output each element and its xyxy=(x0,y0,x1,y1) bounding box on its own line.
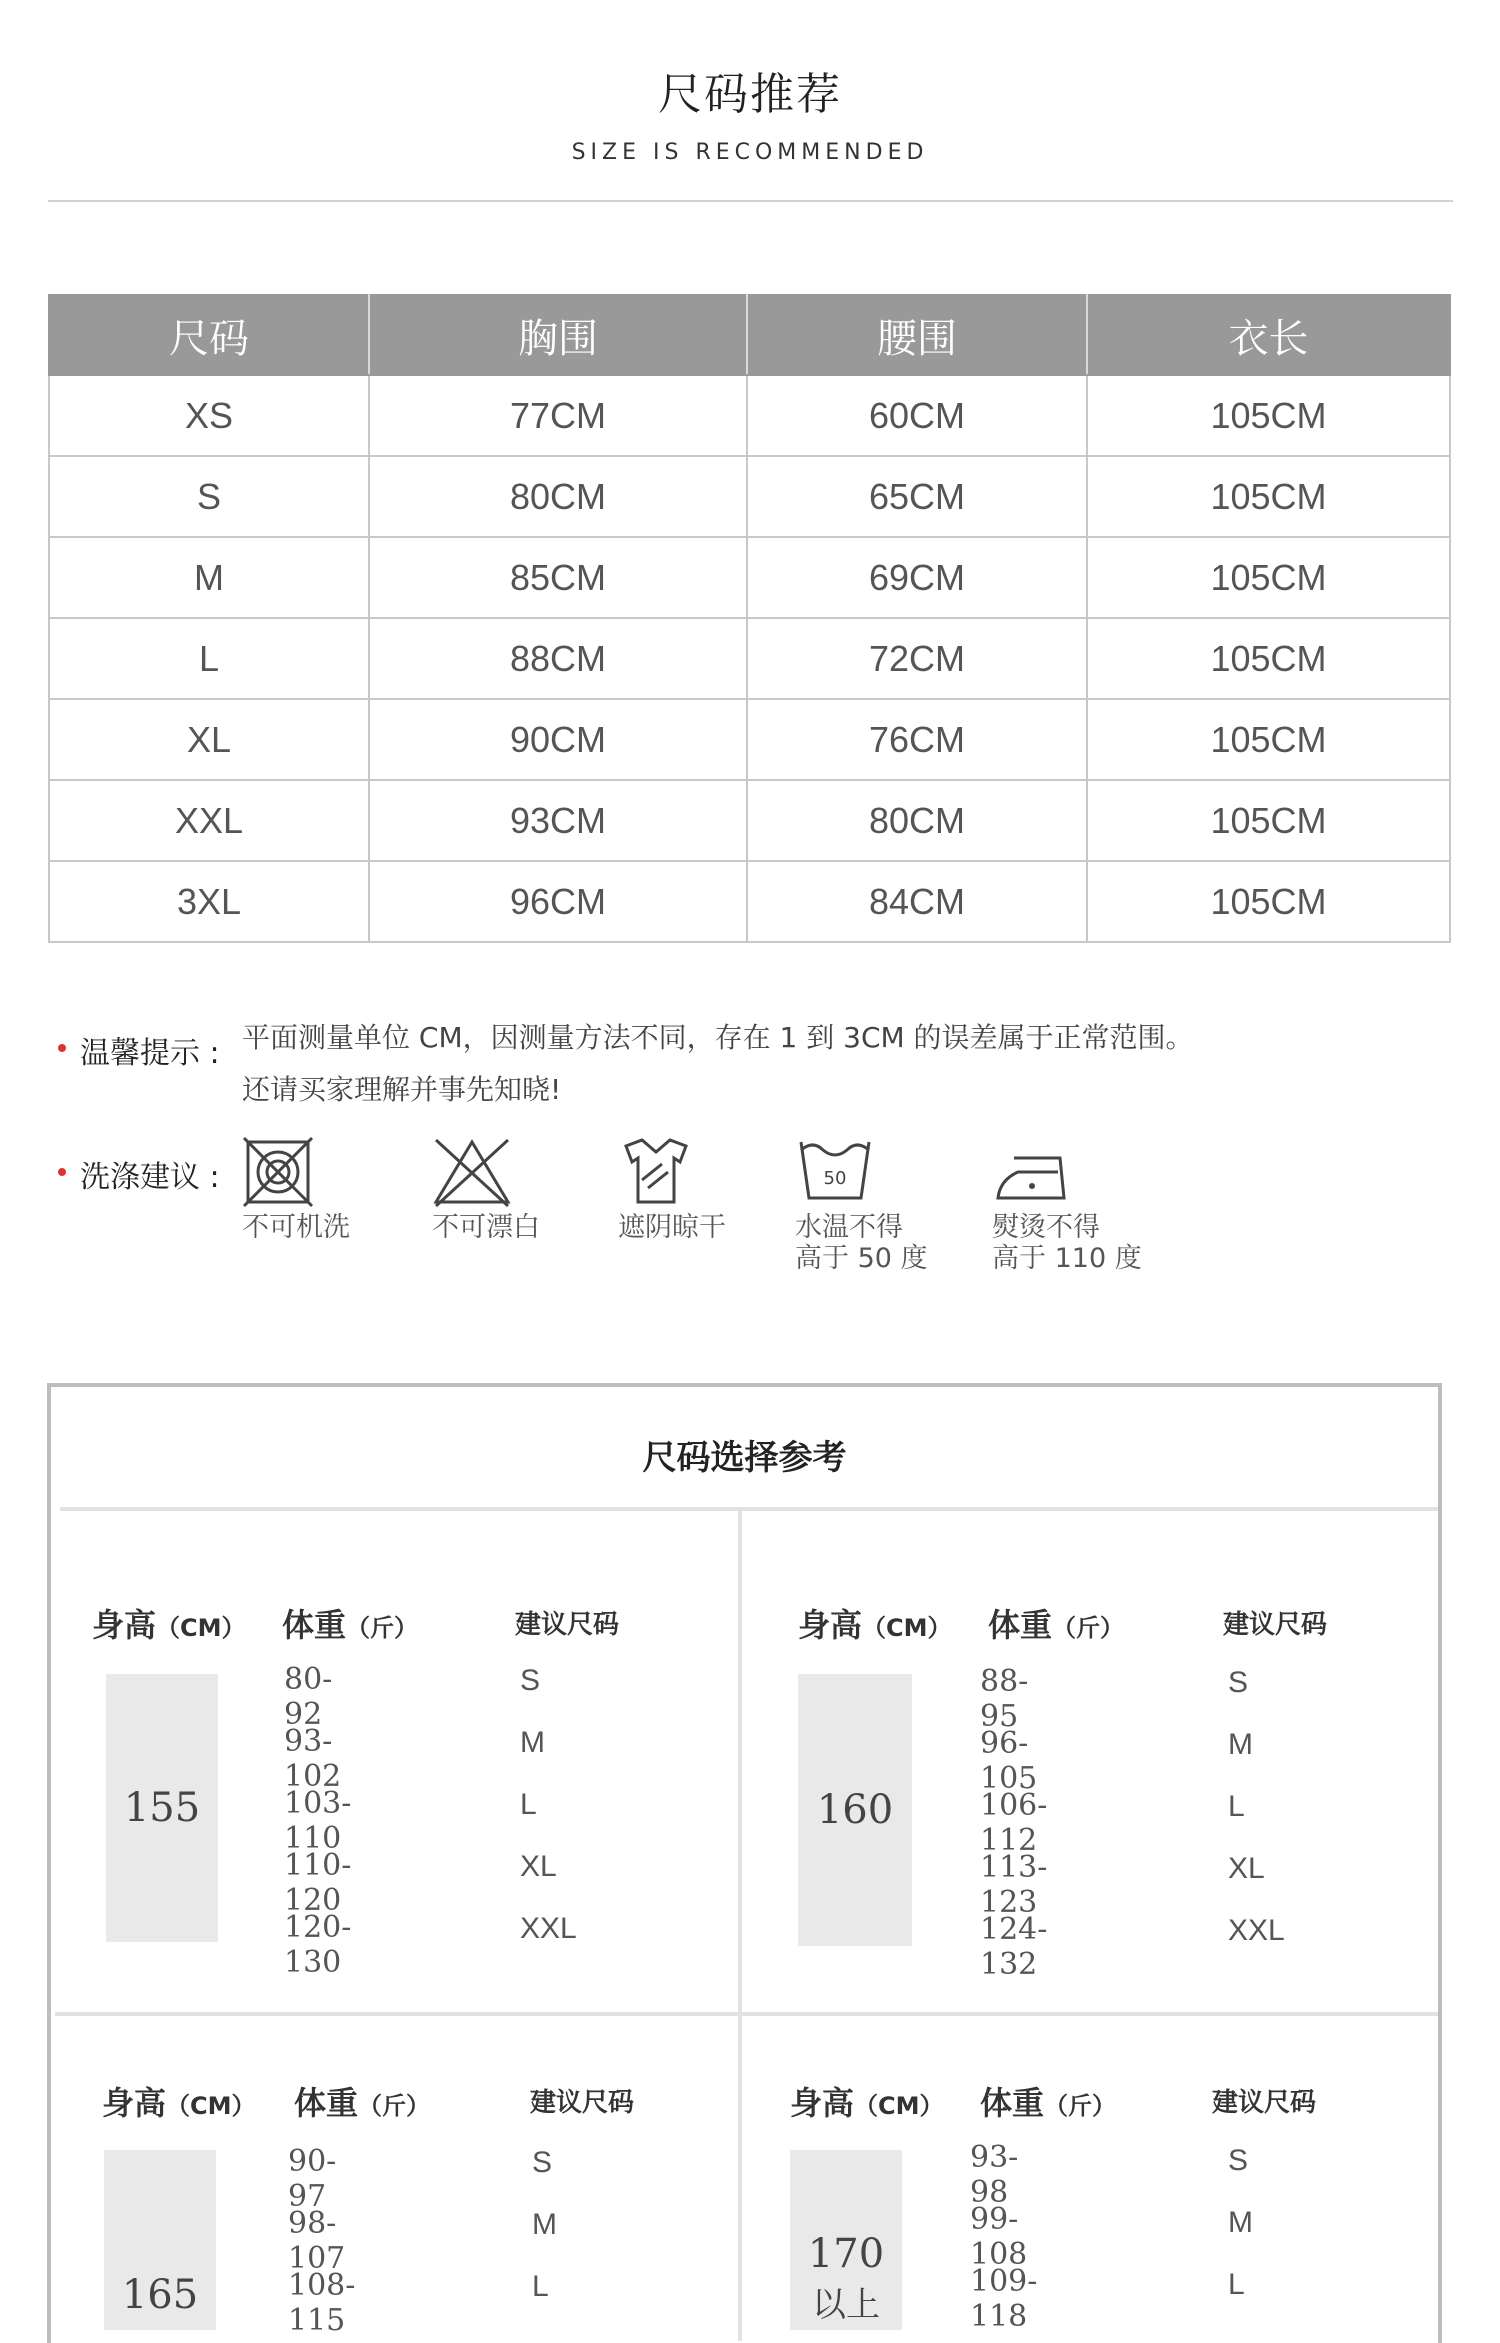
header-chest: 胸围 xyxy=(369,295,747,375)
size-table-row xyxy=(49,780,1450,861)
size-table-cell: 80CM xyxy=(747,780,1087,861)
height-value: 170 xyxy=(807,2231,885,2277)
weight-range: 110-120 xyxy=(284,1848,352,1918)
col-height-head: 身高（CM） xyxy=(102,2084,256,2122)
page-subtitle: SIZE IS RECOMMENDED xyxy=(571,140,929,165)
care-caption: 遮阴晾干 xyxy=(618,1212,726,1243)
header-length: 衣长 xyxy=(1087,295,1450,375)
size-table-cell: M xyxy=(49,537,369,618)
size-table-cell: 60CM xyxy=(747,375,1087,456)
height-box xyxy=(104,2150,216,2330)
col-height-head: 身高（CM） xyxy=(790,2084,944,2122)
care-item-no-machine-wash xyxy=(242,1136,412,1243)
weight-range: 88-95 xyxy=(980,1664,1029,1734)
size-table-row xyxy=(49,618,1450,699)
col-weight-head: 体重（斤） xyxy=(294,2084,431,2122)
suggested-size: L xyxy=(520,1788,537,1821)
care-caption: 水温不得 xyxy=(795,1212,903,1243)
size-table-header-row xyxy=(49,295,1450,375)
size-table-cell: 105CM xyxy=(1087,699,1450,780)
weight-range: 106-112 xyxy=(980,1788,1048,1858)
warm-tip-label: 温馨提示 : xyxy=(80,1036,220,1071)
care-caption: 不可漂白 xyxy=(432,1212,540,1243)
suggested-size: L xyxy=(532,2270,549,2303)
col-size-head: 建议尺码 xyxy=(530,2088,635,2118)
height-box xyxy=(106,1674,218,1942)
shade-dry-icon xyxy=(618,1136,694,1208)
size-table-cell: 105CM xyxy=(1087,780,1450,861)
weight-range: 99-108 xyxy=(970,2202,1028,2272)
col-size-head: 建议尺码 xyxy=(1223,1610,1328,1640)
header-waist: 腰围 xyxy=(747,295,1087,375)
size-table xyxy=(48,294,1451,943)
col-height-head: 身高（CM） xyxy=(92,1606,246,1644)
warm-tip-line-2: 还请买家理解并事先知晓! xyxy=(242,1073,562,1106)
size-table-row xyxy=(49,375,1450,456)
suggested-size: S xyxy=(532,2146,553,2179)
care-item-no-bleach xyxy=(432,1136,602,1243)
weight-range: 108-115 xyxy=(288,2268,356,2338)
suggested-size: XL xyxy=(520,1850,557,1883)
size-table-cell: 76CM xyxy=(747,699,1087,780)
iron-icon xyxy=(992,1136,1072,1208)
col-size-head: 建议尺码 xyxy=(515,1610,620,1640)
suggested-size: M xyxy=(532,2208,557,2241)
suggested-size: L xyxy=(1228,2268,1245,2301)
suggested-size: L xyxy=(1228,1790,1245,1823)
size-table-cell: XXL xyxy=(49,780,369,861)
suggested-size: XXL xyxy=(520,1912,577,1945)
weight-range: 124-132 xyxy=(980,1912,1048,1982)
care-caption: 高于 110 度 xyxy=(992,1243,1142,1274)
care-caption: 不可机洗 xyxy=(242,1212,350,1243)
weight-range: 120-130 xyxy=(284,1910,352,1980)
wash-50-icon xyxy=(795,1136,875,1208)
size-table-cell: S xyxy=(49,456,369,537)
divider xyxy=(55,2012,1438,2016)
size-table-cell: 88CM xyxy=(369,618,747,699)
header-size: 尺码 xyxy=(49,295,369,375)
wash-label: 洗涤建议 : xyxy=(80,1160,220,1195)
height-value: 165 xyxy=(121,2272,199,2318)
size-table-cell: 80CM xyxy=(369,456,747,537)
suggested-size: M xyxy=(520,1726,545,1759)
suggested-size: M xyxy=(1228,2206,1253,2239)
col-weight-head: 体重（斤） xyxy=(282,1606,419,1644)
size-table-cell: 105CM xyxy=(1087,537,1450,618)
no-bleach-icon xyxy=(432,1136,512,1208)
col-size-head: 建议尺码 xyxy=(1212,2088,1317,2118)
bullet-dot xyxy=(58,1168,66,1176)
weight-range: 113-123 xyxy=(980,1850,1048,1920)
suggested-size: XL xyxy=(1228,1852,1265,1885)
size-table-cell: 90CM xyxy=(369,699,747,780)
care-caption: 熨烫不得 xyxy=(992,1212,1100,1243)
size-table-cell: 72CM xyxy=(747,618,1087,699)
size-table-row xyxy=(49,537,1450,618)
col-height-head: 身高（CM） xyxy=(798,1606,952,1644)
size-table-cell: 93CM xyxy=(369,780,747,861)
size-table-row xyxy=(49,456,1450,537)
weight-range: 103-110 xyxy=(284,1786,352,1856)
size-table-cell: 77CM xyxy=(369,375,747,456)
size-table-cell: L xyxy=(49,618,369,699)
size-table-cell: 96CM xyxy=(369,861,747,942)
size-table-cell: 84CM xyxy=(747,861,1087,942)
care-item-iron xyxy=(992,1136,1162,1274)
size-table-row xyxy=(49,861,1450,942)
size-table-cell: 65CM xyxy=(747,456,1087,537)
wash-temp-badge: 50 xyxy=(823,1168,847,1189)
size-table-cell: 105CM xyxy=(1087,618,1450,699)
height-value: 155 xyxy=(123,1785,201,1831)
size-table-cell: 105CM xyxy=(1087,375,1450,456)
page-title: 尺码推荐 xyxy=(658,69,842,120)
suggested-size: M xyxy=(1228,1728,1253,1761)
height-box xyxy=(790,2150,902,2330)
warm-tip-line-1: 平面测量单位 CM，因测量方法不同，存在 1 到 3CM 的误差属于正常范围。 xyxy=(242,1021,1194,1054)
weight-range: 109-118 xyxy=(970,2264,1038,2334)
height-note: 以上 xyxy=(812,2285,880,2325)
weight-range: 90-97 xyxy=(288,2144,337,2214)
size-table-cell: 105CM xyxy=(1087,861,1450,942)
height-value: 160 xyxy=(816,1787,894,1833)
size-table-cell: 105CM xyxy=(1087,456,1450,537)
weight-range: 96-105 xyxy=(980,1726,1038,1796)
suggested-size: S xyxy=(1228,2144,1249,2177)
size-table-row xyxy=(49,699,1450,780)
divider xyxy=(738,1511,742,2341)
size-table-cell: XL xyxy=(49,699,369,780)
weight-range: 80-92 xyxy=(284,1662,333,1732)
bullet-dot xyxy=(58,1044,66,1052)
suggested-size: S xyxy=(520,1664,541,1697)
size-table-cell: 69CM xyxy=(747,537,1087,618)
size-table-cell: 3XL xyxy=(49,861,369,942)
care-caption: 高于 50 度 xyxy=(795,1243,928,1274)
height-box xyxy=(798,1674,912,1946)
suggested-size: XXL xyxy=(1228,1914,1285,1947)
col-weight-head: 体重（斤） xyxy=(980,2084,1117,2122)
no-machine-wash-icon xyxy=(242,1136,314,1208)
care-item-wash-50 xyxy=(795,1136,965,1274)
care-item-shade-dry xyxy=(618,1136,788,1243)
size-table-cell: XS xyxy=(49,375,369,456)
size-table-cell: 85CM xyxy=(369,537,747,618)
suggested-size: S xyxy=(1228,1666,1249,1699)
col-weight-head: 体重（斤） xyxy=(988,1606,1125,1644)
reference-title: 尺码选择参考 xyxy=(642,1438,847,1478)
weight-range: 93-102 xyxy=(284,1724,342,1794)
divider xyxy=(48,200,1453,202)
weight-range: 93-98 xyxy=(970,2140,1019,2210)
divider xyxy=(60,1507,1438,1511)
weight-range: 98-107 xyxy=(288,2206,346,2276)
